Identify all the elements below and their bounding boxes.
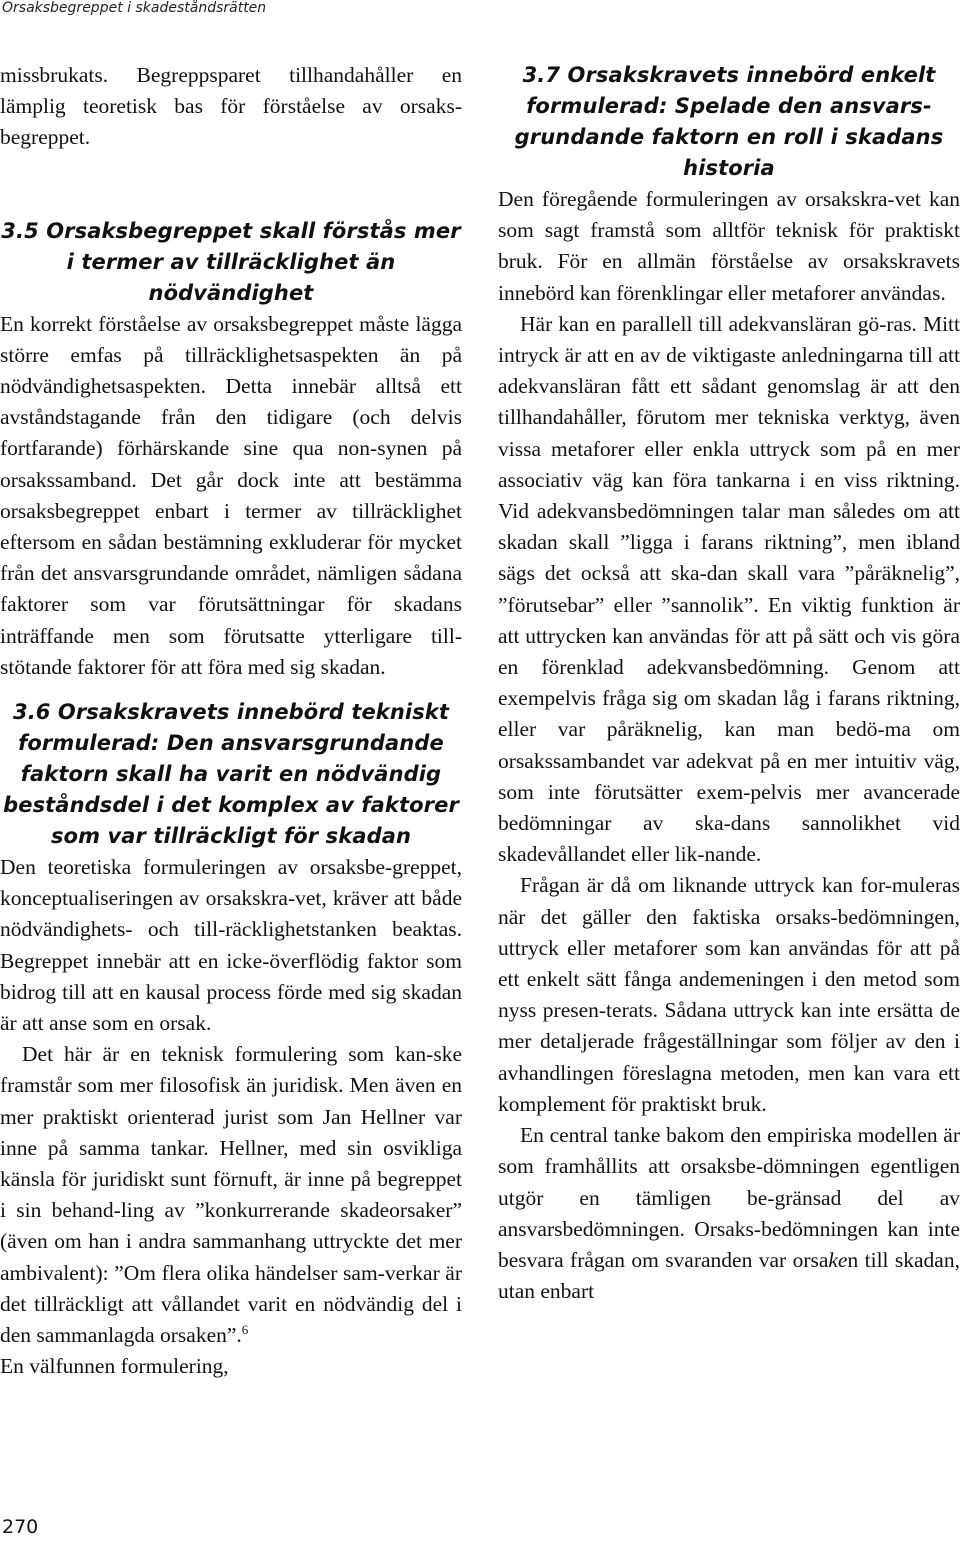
section-3-7-paragraph-1: Den föregående formuleringen av orsakskra-vet kan som sagt framstå som alltför teknisk för praktiskt bruk. För en allmän förståelse av orsakskravets innebörd kan förenklingar eller metaforer användas. [498,187,960,305]
section-3-6-paragraph-2 [0,1039,462,1382]
section-3-6-paragraph-1: Den teoretiska formuleringen av orsaksbe-greppet, konceptualiseringen av orsakskra-vet, kräver att både nödvändighets- och till-räcklighetstanken beaktas. Begreppet innebär att en icke-överflödig faktor som bidrog till att en kausal process förde med sig skadan är att anse som en orsak. [0,855,462,1036]
left-column [0,60,462,1383]
paragraph-4-cont: n [847,1247,859,1272]
section-3-6-paragraph-2-text: Det här är en teknisk formulering som kan-ske framstår som mer filosofisk än juridisk. Men även en mer praktiskt orienterad jurist som Jan Hellner var inne på samma tankar. Hellner, med sin osvikliga känsla för juridiskt sunt förnuft, är inne på begreppet i sin behand-ling av ”konkurrerande skadeorsaker” (även om han i andra sammanhang uttryckte det mer ambivalent): ”Om flera olika händelser sam-verkar är det tillräckligt att vållandet varit en nödvändig del i den sammanlagda orsaken”. [0,1042,462,1348]
page-number: 270 [2,1516,39,1538]
section-3-6-heading: 3.6 Orsakskravets innebörd tekniskt formulerad: Den ansvarsgrundande faktorn skall ha varit en nödvändig beståndsdel i det komplex av faktorer som var tillräckligt för skadan [3,700,459,849]
section-3-6-paragraph-2-end: En välfunnen formulering, [0,1354,229,1379]
section-3-5-paragraph: En korrekt förståelse av orsaksbegreppet måste lägga större emfas på tillräcklighetsaspekten än på nödvändighetsaspekten. Detta innebär alltså ett avståndstagande från den tidigare (och delvis fortfarande) förhärskande sine qua non-synen på orsakssamband. Det går dock inte att bestämma orsaksbegreppet enbart i termer av tillräcklighet eftersom en sådan bestämning exkluderar för mycket från det ansvarsgrundande området, nämligen sådana faktorer som var förutsättningar för skadans inträffande men som förutsatte ytterligare till-stötande faktorer för att föra med sig skadan. [0,311,462,679]
running-head: Orsaksbegreppet i skadeståndsrätten [2,0,267,16]
section-3-7-paragraph-2: Här kan en parallell till adekvansläran gö-ras. Mitt intryck är att en av de viktigaste anledningarna till att adekvansläran fått ett sådant genomslag är att den tillhandahåller, förutom mer tekniska verktyg, även vissa metaforer eller enkla uttryck som på en mer associativ väg kan föra tankarna i en viss riktning. Vid adekvansbedömningen talar man således om att skadan skall ”ligga i farans riktning”, men ibland sägs det också att ska-dan skall vara ”påräknelig”, ”förutsebar” eller ”sannolik”. En viktig funktion är att uttrycken kan användas för att på sätt och vis göra en förenklad adekvansbedömning. Genom att exempelvis fråga sig om skadan låg i farans riktning, eller var påräknelig, kan man bedö-ma om orsakssambandet var adekvat på en mer intuitiv väg, som inte förutsätter exem-pelvis mer avancerade bedömningar av ska-dans sannolikhet vid skadevållandet eller lik-nande. [498,311,960,867]
section-3-7-paragraph-4 [498,1120,960,1307]
right-column [498,60,960,1307]
paragraph-4-end: till skadan, utan enbart [498,1247,960,1304]
section-3-7-paragraph-3: Frågan är då om liknande uttryck kan for-muleras när det gäller den faktiska orsaks-bedömningen, uttryck eller metaforer som kan användas för att på ett enkelt sätt fånga andemeningen i den metod som nyss presen-terats. Sådana uttryck kan inte ersätta de mer detaljerade frågeställningar som följer av den i avhandlingen föreslagna metoden, men kan vara ett komplement för praktiskt bruk. [498,873,960,1116]
footnote-ref: 6 [241,1321,249,1337]
paragraph-4-start: En central tanke bakom den empiriska modellen är som framhållits att orsaksbe-dömningen egentligen utgör en tämligen be-gränsad del av ansvarsbedömningen. Orsaks-bedömningen kan inte besvara frågan om svaranden var orsa [498,1123,960,1272]
paragraph-4-italic: ke [828,1247,848,1272]
section-3-5-heading: 3.5 Orsaksbegreppet skall förstås mer i termer av tillräcklighet än nödvändighet [1,218,461,305]
section-3-7-heading: 3.7 Orsakskravets innebörd enkelt formulerad: Spelade den ansvars-grundande faktorn en roll i skadans historia [514,63,944,180]
opening-paragraph: missbrukats. Begreppsparet tillhandahåller en lämplig teoretisk bas för förståelse av orsaks-begreppet. [0,63,462,150]
